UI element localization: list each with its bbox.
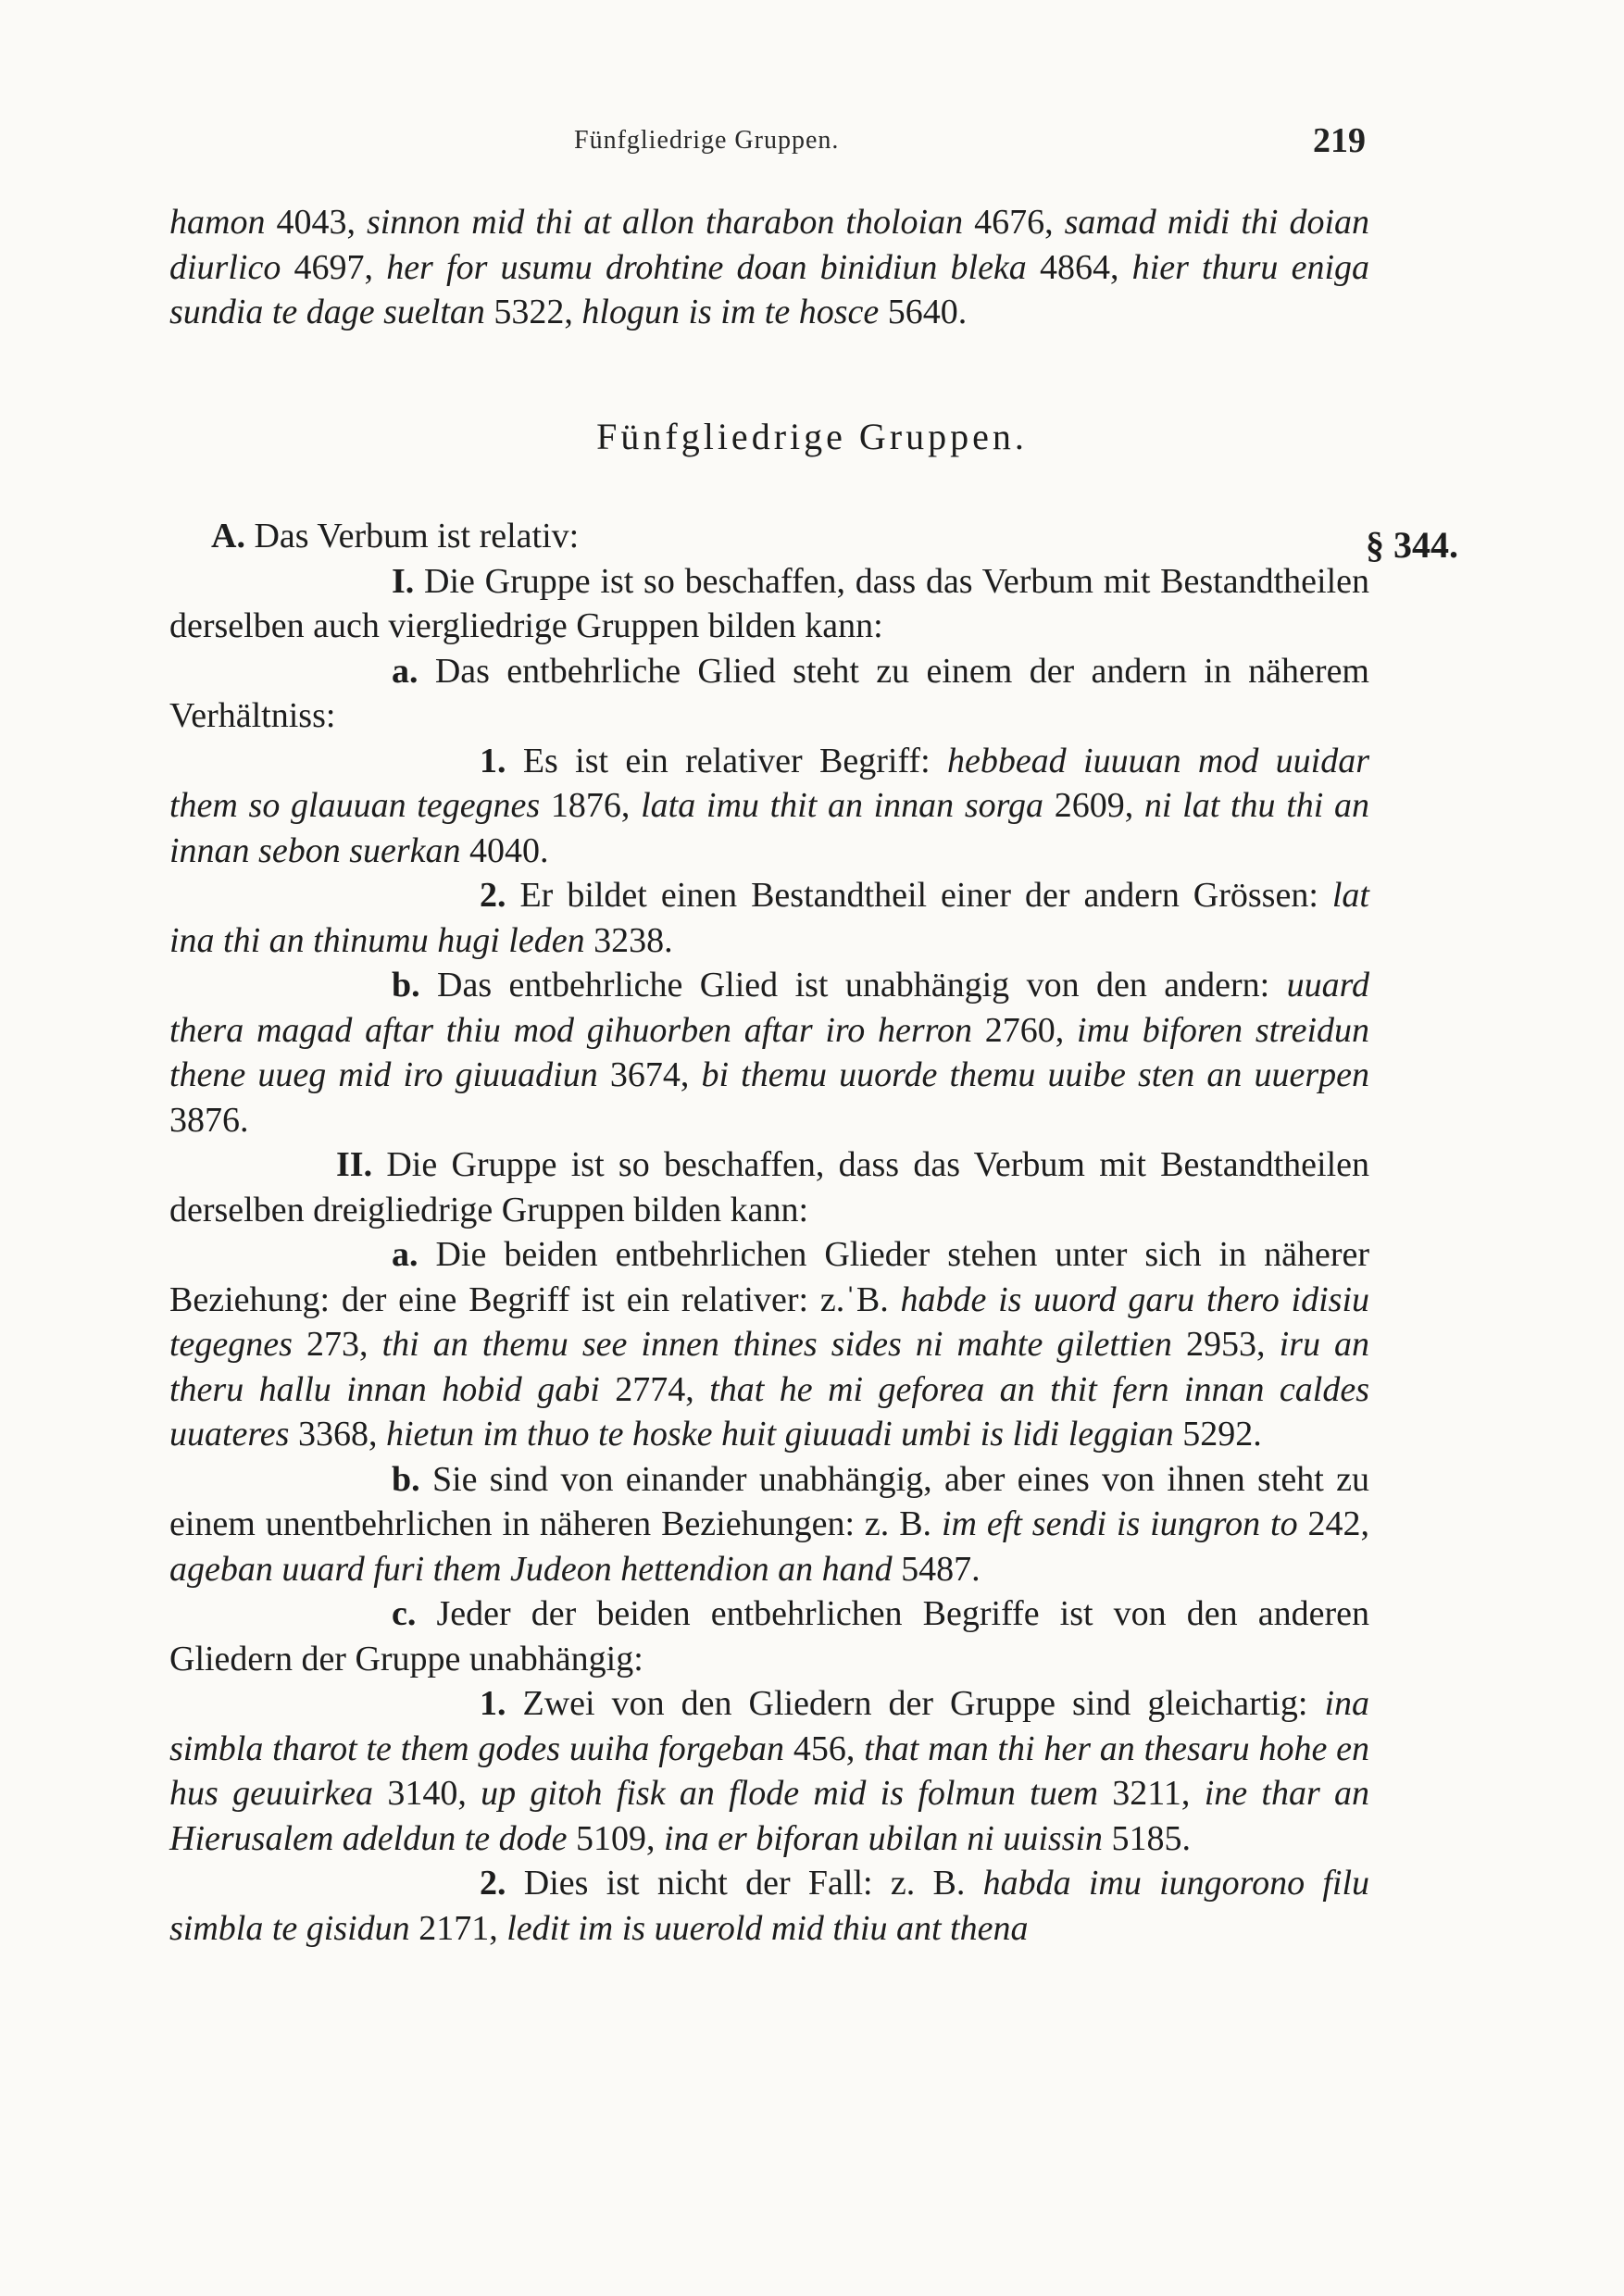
item-label: a. [392,1235,418,1274]
citation-text: hietun im thuo te hoske huit giuuadi umbi is lidi leggian [385,1415,1174,1454]
item-text: Jeder der beiden entbehrlichen Begriffe ist von den anderen Gliedern der Gruppe unabhängig: [169,1594,1369,1678]
main-body [169,514,1369,1951]
line-number: 2171, [409,1908,507,1948]
item-II-c [169,1591,1369,1681]
line-number: 4043, [265,203,367,242]
line-number: 4697, [281,247,387,287]
citation-text: that he mi geforea an thit fern innan caldes uuateres [169,1369,1370,1454]
intro-text [169,200,1369,335]
item-II [169,1142,1369,1232]
line-number: 4040. [460,830,549,870]
citation-text: ni lat thu thi an innan sebon suerkan [169,786,1370,870]
line-number: 2760, [972,1010,1078,1050]
item-I [169,559,1369,649]
citation-text: sinnon mid thi at allon tharabon tholoian [366,203,964,242]
line-number: 3211, [1098,1774,1205,1813]
item-label: 2. [480,1864,506,1903]
heading-a [169,514,1369,559]
item-label: c. [392,1594,417,1633]
item-text: Die beiden entbehrlichen Glieder stehen unter sich in näherer Beziehung: der eine Begriff ist ein relativer: z.ˈB. [169,1235,1369,1319]
item-label: A. [211,517,245,555]
citation-text: iru an theru hallu innan hobid gabi [169,1325,1370,1409]
citation-text: ina er biforan ubilan ni uuissin [664,1818,1104,1858]
line-number: 4676, [963,203,1065,242]
item-I-a [169,649,1369,739]
line-number: 5640. [879,293,968,331]
item-text: Das entbehrliche Glied ist unabhängig von den andern: [419,966,1287,1004]
citation-text: habde is uuord garu thero idisiu tegegnes [169,1279,1369,1364]
item-text: Sie sind von einander unabhängig, aber eines von ihnen steht zu einem unentbehrlichen in näheren Beziehungen: z. B. [169,1459,1369,1543]
line-number: 5487. [892,1549,981,1589]
running-header: Fünfgliedrige Gruppen. [574,126,840,155]
line-number: 5292. [1173,1415,1262,1454]
item-II-c-2 [169,1861,1369,1951]
line-number: 2953, [1171,1325,1280,1364]
citation-text: ine thar an Hierusalem adeldun te dode [169,1774,1370,1858]
citation-text: hlogun is im te hosce [581,293,880,331]
item-II-a [169,1232,1369,1457]
paragraph-marker: § 344. [1366,524,1458,566]
line-number: 3368, [289,1415,386,1454]
citation-text: bi themu uuorde themu uuibe sten an uuerpen [701,1055,1369,1094]
item-label: 1. [480,741,506,780]
item-label: b. [392,1459,420,1499]
item-text: Die Gruppe ist so beschaffen, dass das Verbum mit Bestandtheilen derselben auch viergliedrige Gruppen bilden kann: [169,561,1369,645]
citation-text: im eft sendi is iungron to [941,1504,1298,1543]
item-label: 2. [480,876,506,915]
citation-text: that man thi her an thesaru hohe en hus geuuirkea [169,1728,1369,1813]
line-number: 2609, [1043,786,1144,825]
line-number: 5185. [1103,1818,1192,1858]
line-number: 3140, [373,1774,481,1813]
citation-text: imu biforen streidun thene uueg mid iro giuuadiun [169,1010,1370,1094]
citation-text: ledit im is uuerold mid thiu ant thena [506,1908,1029,1948]
line-number: 242, [1297,1504,1369,1543]
citation-text: hamon [169,203,266,242]
item-text: Es ist ein relativer Begriff: [506,741,947,780]
citation-text: thi an themu see innen thines sides ni mahte gilettien [381,1325,1172,1364]
item-I-a-1 [169,739,1369,874]
item-II-c-1 [169,1681,1369,1861]
citation-text: ina simbla tharot te them godes uuiha forgeban [169,1684,1369,1768]
item-label: 1. [480,1684,506,1723]
line-number: 3238. [584,920,673,960]
line-number: 456, [784,1728,865,1768]
item-text: Das Verbum ist relativ: [244,517,580,555]
citation-text: habda imu iungorono filu simbla te gisidun [169,1864,1370,1948]
item-label: I. [392,561,415,601]
line-number: 2774, [599,1369,710,1409]
item-text: Dies ist nicht der Fall: z. B. [506,1864,983,1903]
line-number: 1876, [540,786,642,825]
citation-text: hier thuru eniga sundia te dage sueltan [169,247,1370,331]
line-number: 3674, [597,1055,702,1094]
citation-text: up gitoh fisk an flode mid is folmun tuem [481,1774,1099,1813]
item-text: Zwei von den Gliedern der Gruppe sind gleichartig: [506,1684,1325,1723]
citation-text: lat ina thi an thinumu hugi leden [169,876,1369,960]
intro-paragraph [169,200,1369,335]
citation-text: uuard thera magad aftar thiu mod gihuorben aftar iro herron [169,966,1369,1050]
citation-text: lata imu thit an innan sorga [641,786,1044,825]
item-I-a-2 [169,873,1369,963]
item-label: b. [392,966,420,1004]
line-number: 273, [292,1325,382,1364]
item-II-b [169,1457,1369,1592]
line-number: 5109, [567,1818,665,1858]
item-text: Das entbehrliche Glied steht zu einem der andern in näherem Verhältniss: [169,651,1369,735]
page-number: 219 [1313,121,1366,160]
citation-text: her for usumu drohtine doan binidiun bleka [386,247,1027,287]
section-title: Fünfgliedrige Gruppen. [596,416,1028,457]
citation-text: ageban uuard furi them Judeon hettendion an hand [169,1549,893,1589]
item-text: Die Gruppe ist so beschaffen, dass das Verbum mit Bestandtheilen derselben dreigliedrige Gruppen bilden kann: [169,1145,1369,1229]
item-label: a. [392,651,418,691]
item-text: Er bildet einen Bestandtheil einer der andern Grössen: [506,876,1332,915]
line-number: 5322, [484,293,582,331]
citation-text: samad midi thi doian diurlico [169,203,1370,287]
line-number: 3876. [169,1100,249,1140]
item-I-b [169,963,1369,1142]
citation-text: hebbead iuuuan mod uuidar them so glauuan tegegnes [169,741,1370,825]
item-label: II. [336,1145,373,1184]
line-number: 4864, [1026,247,1132,287]
